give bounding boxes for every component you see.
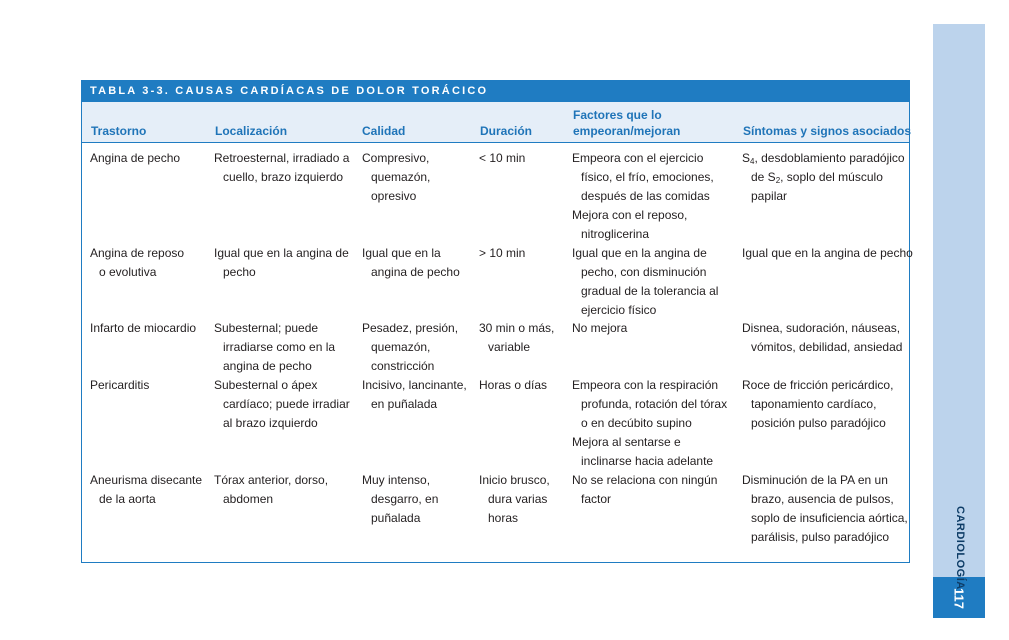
table-cell-calidad: Compresivo, quemazón, opresivo [362,151,431,203]
table-cell-duracion: Inicio brusco, dura varias horas [479,473,550,525]
table-cell-duracion: Horas o días [479,378,548,392]
table-cell-calidad: Muy intenso, desgarro, en puñalada [362,473,439,525]
table-cell-trastorno: Infarto de miocardio [90,321,197,335]
header-factores-line2: empeoran/mejoran [573,124,681,138]
table-cell-factores: Empeora con el ejercicio físico, el frío, emociones, después de las comidas Mejora con el reposo, nitroglicerina [572,151,714,241]
table-cell-calidad: Pesadez, presión, quemazón, constricción [362,321,459,373]
header-trastorno: Trastorno [91,124,147,138]
table-cell-sintomas: Disminución de la PA en un brazo, ausencia de pulsos, soplo de insuficiencia aórtica, parálisis, pulso paradójico [742,473,908,544]
table-cell-sintomas: Roce de fricción pericárdico, taponamiento cardíaco, posición pulso paradójico [742,378,894,430]
table-cell-factores: Empeora con la respiración profunda, rotación del tórax o en decúbito supino Mejora al sentarse e inclinarse hacia adelante [572,378,728,468]
header-calidad: Calidad [362,124,406,138]
table-cell-trastorno: Angina de reposo o evolutiva [90,246,185,279]
table-cell-sintomas: Disnea, sudoración, náuseas, vómitos, debilidad, ansiedad [742,321,903,354]
page-number: 117 [951,587,967,609]
table-cell-duracion: 30 min o más, variable [479,321,555,354]
section-label: CARDIOLOGÍA [954,506,966,590]
table-cell-sintomas: Igual que en la angina de pecho [742,246,913,260]
table-cell-localizacion: Subesternal; puede irradiarse como en la angina de pecho [214,321,336,373]
table-cell-trastorno: Angina de pecho [90,151,181,165]
table-cell-calidad: Igual que en la angina de pecho [362,246,460,279]
table-cell-duracion: > 10 min [479,246,526,260]
table-cell-factores: No mejora [572,321,628,335]
table-cell-trastorno: Aneurisma disecante de la aorta [90,473,203,506]
table-cell-localizacion: Tórax anterior, dorso, abdomen [214,473,329,506]
header-localizacion: Localización [215,124,288,138]
table-cell-localizacion: Retroesternal, irradiado a cuello, brazo izquierdo [214,151,350,184]
header-duracion: Duración [480,124,533,138]
table-cell-factores: Igual que en la angina de pecho, con disminución gradual de la tolerancia al ejercicio físico [572,246,719,317]
table-cell-sintomas: $S_4$, desdoblamiento paradójico de $S_2$, soplo del músculo papilar [742,151,905,203]
table-cell-duracion: < 10 min [479,151,526,165]
table-cell-factores: No se relaciona con ningún factor [572,473,718,506]
table-cell-calidad: Incisivo, lancinante, en puñalada [362,378,467,411]
header-sintomas: Síntomas y signos asociados [743,124,912,138]
table-cell-trastorno: Pericarditis [90,378,150,392]
table-cell-localizacion: Subesternal o ápex cardíaco; puede irradiar al brazo izquierdo [214,378,350,430]
table-cell-localizacion: Igual que en la angina de pecho [214,246,349,279]
table-title: TABLA 3-3. CAUSAS CARDÍACAS DE DOLOR TORÁCICO [81,80,910,102]
header-factores [573,107,680,139]
header-factores-line1: Factores que lo [573,108,662,122]
